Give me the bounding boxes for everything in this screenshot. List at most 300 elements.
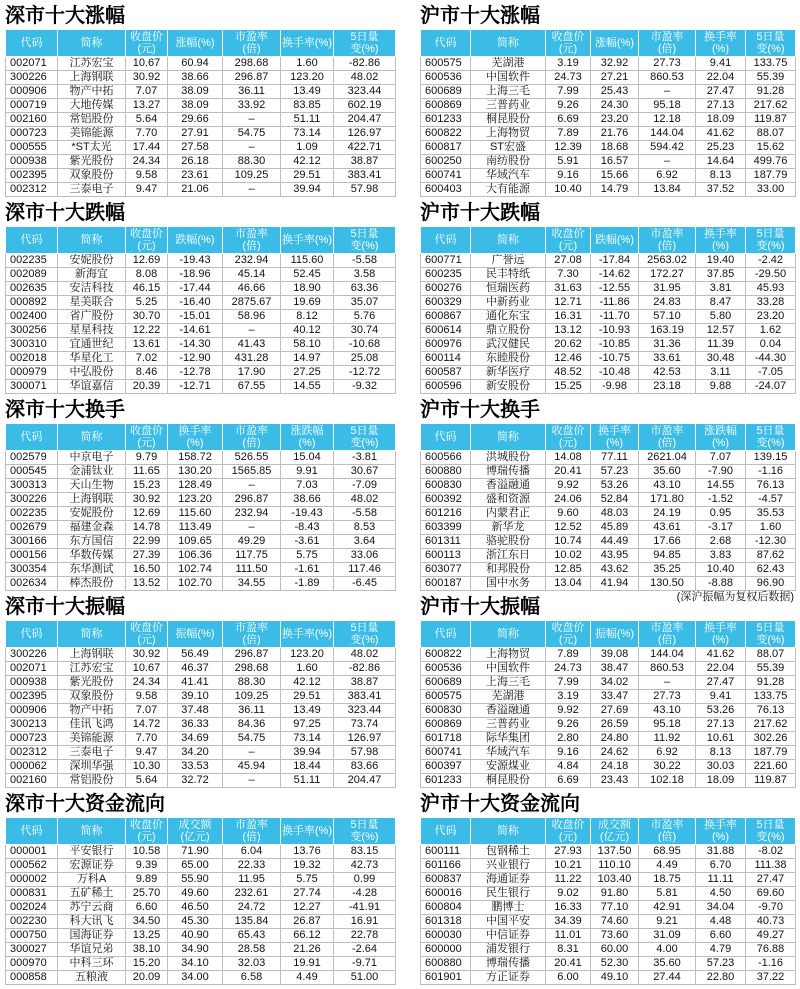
table-row: [421, 57, 796, 71]
sz-top-gainers-table: [5, 29, 396, 197]
stock-name-cell: 中科三环: [58, 957, 126, 971]
stock-name-header: 简称: [58, 30, 126, 57]
close-price-cell: 9.47: [126, 183, 168, 197]
decline-pct-cell: -19.43: [168, 254, 223, 268]
turnover-rate-header: 换手率(%): [696, 621, 746, 648]
table-row: [421, 493, 796, 507]
close-price-cell: 6.69: [546, 774, 591, 788]
close-price-cell: 12.85: [546, 563, 591, 577]
stock-name-cell: 星星科技: [58, 324, 126, 338]
stock-name-cell: 上海物贸: [471, 648, 546, 662]
pe-ratio-cell: 431.28: [223, 352, 281, 366]
stock-code-cell: 600575: [421, 57, 471, 71]
table-row: [6, 282, 396, 296]
table-row: [421, 324, 796, 338]
stock-code-cell: 600822: [421, 648, 471, 662]
turnover-rate-cell: 8.12: [281, 310, 334, 324]
sz-top-fund-flow-table: [5, 817, 396, 985]
pe-ratio-cell: 54.75: [223, 127, 281, 141]
trade-amount-cell: 52.30: [591, 957, 639, 971]
turnover-rate-cell: 13.49: [281, 85, 334, 99]
table-row: [6, 915, 396, 929]
change-pct-cell: 7.03: [281, 479, 334, 493]
stock-name-cell: 上海钢联: [58, 71, 126, 85]
stock-name-cell: 博瑞传播: [471, 957, 546, 971]
close-price-cell: 12.69: [126, 254, 168, 268]
pe-ratio-cell: –: [223, 774, 281, 788]
close-price-cell: 9.79: [126, 451, 168, 465]
close-price-header: 收盘价 (元): [126, 227, 168, 254]
stock-code-cell: 600187: [421, 577, 471, 591]
turnover-rate-cell: 41.62: [696, 127, 746, 141]
volume-change-5d-cell: -44.30: [746, 352, 796, 366]
header-row: [421, 621, 796, 648]
turnover-rate-cell: 14.97: [281, 352, 334, 366]
volume-change-5d-cell: -8.02: [746, 845, 796, 859]
turnover-rate-cell: 115.60: [281, 254, 334, 268]
stock-code-cell: 000906: [6, 704, 58, 718]
stock-code-cell: 600817: [421, 141, 471, 155]
table-row: [6, 310, 396, 324]
gain-pct-cell: 23.61: [168, 169, 223, 183]
change-pct-cell: 10.40: [696, 563, 746, 577]
pe-ratio-cell: 31.09: [639, 929, 696, 943]
table-row: [6, 873, 396, 887]
stock-code-cell: 600250: [421, 155, 471, 169]
stock-code-cell: 300310: [6, 338, 58, 352]
gain-pct-cell: 18.68: [591, 141, 639, 155]
volume-change-5d-cell: -4.28: [334, 887, 396, 901]
close-price-cell: 30.92: [126, 493, 168, 507]
change-pct-cell: 5.75: [281, 549, 334, 563]
volume-change-5d-cell: 1.62: [746, 324, 796, 338]
pe-ratio-cell: 296.87: [223, 493, 281, 507]
volume-change-5d-cell: 62.43: [746, 563, 796, 577]
volume-change-5d-cell: 23.20: [746, 310, 796, 324]
turnover-rate-cell: 41.62: [696, 648, 746, 662]
pe-ratio-cell: –: [639, 85, 696, 99]
stock-name-cell: 紫光股份: [58, 676, 126, 690]
table-row: [6, 113, 396, 127]
pe-ratio-header: 市盈率 (倍): [639, 818, 696, 845]
close-price-cell: 15.20: [126, 957, 168, 971]
volume-change-5d-cell: 139.15: [746, 451, 796, 465]
volume-change-5d-cell: -41.91: [334, 901, 396, 915]
amplitude-pct-cell: 36.33: [168, 718, 223, 732]
trade-amount-cell: 137.50: [591, 845, 639, 859]
sh-top-fund-flow-table: [420, 817, 796, 985]
pe-ratio-cell: 526.55: [223, 451, 281, 465]
decline-pct-cell: -15.01: [168, 310, 223, 324]
stock-name-cell: 浦发银行: [471, 943, 546, 957]
amplitude-pct-cell: 24.18: [591, 760, 639, 774]
pe-ratio-cell: 144.04: [639, 127, 696, 141]
volume-change-5d-cell: 133.75: [746, 57, 796, 71]
stock-code-cell: 000719: [6, 99, 58, 113]
turnover-rate-cell: 18.09: [696, 113, 746, 127]
volume-change-5d-cell: 51.00: [334, 971, 396, 985]
turnover-rate-cell: 51.11: [281, 113, 334, 127]
stock-name-cell: 芜湖港: [471, 690, 546, 704]
stock-name-cell: *ST太光: [58, 141, 126, 155]
stock-name-cell: 华数传媒: [58, 549, 126, 563]
pe-ratio-cell: 6.58: [223, 971, 281, 985]
stock-code-cell: 600016: [421, 887, 471, 901]
table-row: [421, 901, 796, 915]
section-title: 深市十大振幅: [5, 594, 125, 618]
turnover-rate-cell: 12.57: [696, 324, 746, 338]
close-price-header: 收盘价 (元): [546, 818, 591, 845]
change-pct-cell: -1.89: [281, 577, 334, 591]
close-price-header: 收盘价 (元): [126, 424, 168, 451]
table-row: [6, 465, 396, 479]
table-row: [421, 887, 796, 901]
pe-ratio-cell: 111.50: [223, 563, 281, 577]
stock-name-cell: 上海钢联: [58, 493, 126, 507]
stock-code-header: 代码: [421, 227, 471, 254]
turnover-rate-cell: 42.12: [281, 155, 334, 169]
stock-name-cell: 常铝股份: [58, 774, 126, 788]
close-price-cell: 7.89: [546, 648, 591, 662]
table-row: [6, 155, 396, 169]
stock-code-cell: 002160: [6, 113, 58, 127]
close-price-cell: 9.92: [546, 704, 591, 718]
turnover-rate-cell: 115.60: [168, 507, 223, 521]
stock-code-cell: 000156: [6, 549, 58, 563]
stock-code-cell: 002024: [6, 901, 58, 915]
turnover-rate-cell: 12.27: [281, 901, 334, 915]
table-row: [6, 352, 396, 366]
trade-amount-cell: 40.90: [168, 929, 223, 943]
gain-pct-cell: 27.91: [168, 127, 223, 141]
table-row: [6, 338, 396, 352]
close-price-cell: 13.61: [126, 338, 168, 352]
close-price-cell: 8.31: [546, 943, 591, 957]
stock-name-cell: 物产中拓: [58, 85, 126, 99]
turnover-rate-cell: 102.70: [168, 577, 223, 591]
close-price-cell: 12.71: [546, 296, 591, 310]
gain-pct-cell: 60.94: [168, 57, 223, 71]
turnover-rate-cell: 1.60: [281, 662, 334, 676]
close-price-cell: 13.27: [126, 99, 168, 113]
stock-name-cell: 通化东宝: [471, 310, 546, 324]
decline-pct-cell: -12.78: [168, 366, 223, 380]
close-price-cell: 9.16: [546, 169, 591, 183]
sz-top-losers-table: [5, 226, 396, 394]
stock-code-cell: 601216: [421, 507, 471, 521]
turnover-rate-cell: 27.25: [281, 366, 334, 380]
table-row: [421, 746, 796, 760]
close-price-cell: 3.19: [546, 57, 591, 71]
table-row: [421, 648, 796, 662]
pe-ratio-cell: 232.61: [223, 887, 281, 901]
volume-change-5d-cell: 323.44: [334, 704, 396, 718]
volume-change-5d-cell: 126.97: [334, 127, 396, 141]
volume-change-5d-cell: 383.41: [334, 169, 396, 183]
volume-change-5d-cell: 87.62: [746, 549, 796, 563]
volume-change-5d-cell: -3.81: [334, 451, 396, 465]
pe-ratio-cell: 67.55: [223, 380, 281, 394]
trade-amount-cell: 55.90: [168, 873, 223, 887]
pe-ratio-cell: 36.11: [223, 85, 281, 99]
stock-code-cell: 300256: [6, 324, 58, 338]
stock-code-cell: 601318: [421, 915, 471, 929]
volume-change-5d-cell: -82.86: [334, 57, 396, 71]
pe-ratio-cell: –: [639, 676, 696, 690]
stock-code-cell: 000555: [6, 141, 58, 155]
stock-name-header: 简称: [471, 621, 546, 648]
turnover-rate-cell: 4.50: [696, 887, 746, 901]
close-price-cell: 5.64: [126, 113, 168, 127]
volume-change-5d-cell: 217.62: [746, 99, 796, 113]
close-price-cell: 5.91: [546, 155, 591, 169]
table-row: [421, 732, 796, 746]
turnover-rate-cell: 123.20: [281, 648, 334, 662]
stock-code-cell: 600536: [421, 71, 471, 85]
volume-change-5d-header: 5日量 变(%): [746, 30, 796, 57]
stock-code-cell: 000001: [6, 845, 58, 859]
pe-ratio-cell: –: [223, 183, 281, 197]
close-price-cell: 7.07: [126, 704, 168, 718]
pe-ratio-cell: 84.36: [223, 718, 281, 732]
amplitude-pct-cell: 46.37: [168, 662, 223, 676]
stock-code-cell: 002395: [6, 169, 58, 183]
stock-name-cell: 桐昆股份: [471, 774, 546, 788]
shenzhen-column: [5, 3, 395, 988]
pe-ratio-cell: 163.19: [639, 324, 696, 338]
close-price-cell: 6.00: [546, 971, 591, 985]
volume-change-5d-cell: 83.15: [334, 845, 396, 859]
stock-code-cell: 600822: [421, 127, 471, 141]
sz-top-gainers-section: [5, 3, 395, 200]
stock-name-cell: 三泰电子: [58, 746, 126, 760]
table-row: [6, 845, 396, 859]
pe-ratio-cell: 296.87: [223, 71, 281, 85]
stock-name-cell: 常铝股份: [58, 113, 126, 127]
stock-name-cell: 鹏博士: [471, 901, 546, 915]
gain-pct-cell: 32.92: [591, 57, 639, 71]
stock-name-cell: 中国平安: [471, 915, 546, 929]
stock-code-cell: 002579: [6, 451, 58, 465]
pe-ratio-cell: 2563.02: [639, 254, 696, 268]
stock-name-cell: 大有能源: [471, 183, 546, 197]
turnover-rate-cell: 37.52: [696, 183, 746, 197]
stock-code-cell: 603077: [421, 563, 471, 577]
table-row: [6, 57, 396, 71]
stock-code-cell: 002160: [6, 774, 58, 788]
turnover-rate-cell: 39.94: [281, 183, 334, 197]
turnover-rate-cell: 42.12: [281, 676, 334, 690]
pe-ratio-header: 市盈率 (倍): [639, 621, 696, 648]
close-price-cell: 7.99: [546, 85, 591, 99]
pe-ratio-cell: 172.27: [639, 268, 696, 282]
stock-name-cell: 南纺股份: [471, 155, 546, 169]
stock-name-cell: 中信证券: [471, 929, 546, 943]
change-pct-cell: 0.95: [696, 507, 746, 521]
decline-pct-cell: -18.96: [168, 268, 223, 282]
turnover-rate-cell: 1.09: [281, 141, 334, 155]
volume-change-5d-cell: 204.47: [334, 113, 396, 127]
pe-ratio-cell: 298.68: [223, 57, 281, 71]
decline-pct-header: 跌幅(%): [591, 227, 639, 254]
close-price-cell: 17.44: [126, 141, 168, 155]
stock-name-cell: 新海宜: [58, 268, 126, 282]
stock-name-cell: 香溢融通: [471, 704, 546, 718]
stock-code-cell: 002395: [6, 690, 58, 704]
stock-code-header: 代码: [6, 818, 58, 845]
stock-code-cell: 600566: [421, 451, 471, 465]
volume-change-5d-cell: -9.32: [334, 380, 396, 394]
volume-change-5d-header: 5日量 变(%): [334, 424, 396, 451]
close-price-cell: 34.39: [546, 915, 591, 929]
stock-name-cell: 江苏宏宝: [58, 662, 126, 676]
volume-change-5d-cell: -10.68: [334, 338, 396, 352]
turnover-rate-cell: 19.91: [281, 957, 334, 971]
sh-top-amplitude-table: [420, 620, 796, 788]
close-price-cell: 7.89: [546, 127, 591, 141]
turnover-rate-cell: 130.20: [168, 465, 223, 479]
stock-name-header: 简称: [58, 227, 126, 254]
turnover-rate-cell: 4.49: [281, 971, 334, 985]
stock-name-cell: 中京电子: [58, 451, 126, 465]
stock-code-cell: 000545: [6, 465, 58, 479]
pe-ratio-cell: 2621.04: [639, 451, 696, 465]
turnover-rate-cell: 48.03: [591, 507, 639, 521]
close-price-cell: 10.67: [126, 662, 168, 676]
stock-name-cell: 华域汽车: [471, 746, 546, 760]
stock-code-cell: 000938: [6, 155, 58, 169]
stock-name-cell: 五粮液: [58, 971, 126, 985]
stock-code-cell: 300166: [6, 535, 58, 549]
table-row: [6, 887, 396, 901]
decline-pct-cell: -14.61: [168, 324, 223, 338]
close-price-header: 收盘价 (元): [126, 818, 168, 845]
table-row: [421, 521, 796, 535]
close-price-cell: 9.26: [546, 99, 591, 113]
close-price-cell: 16.33: [546, 901, 591, 915]
volume-change-5d-cell: 33.28: [746, 296, 796, 310]
close-price-cell: 13.12: [546, 324, 591, 338]
table-row: [6, 268, 396, 282]
trade-amount-cell: 65.00: [168, 859, 223, 873]
pe-ratio-cell: 171.80: [639, 493, 696, 507]
table-row: [6, 183, 396, 197]
close-price-cell: 9.58: [126, 169, 168, 183]
stock-name-cell: 洪城股份: [471, 451, 546, 465]
volume-change-5d-cell: 88.07: [746, 648, 796, 662]
pe-ratio-cell: 43.10: [639, 479, 696, 493]
table-row: [6, 169, 396, 183]
trade-amount-cell: 60.00: [591, 943, 639, 957]
table-row: [421, 380, 796, 394]
stock-name-cell: 民丰特纸: [471, 268, 546, 282]
pe-ratio-cell: 6.92: [639, 746, 696, 760]
stock-code-cell: 600235: [421, 268, 471, 282]
gain-pct-header: 涨幅(%): [591, 30, 639, 57]
volume-change-5d-cell: 8.53: [334, 521, 396, 535]
pe-ratio-cell: 94.85: [639, 549, 696, 563]
stock-name-cell: 桐昆股份: [471, 113, 546, 127]
stock-code-cell: 000938: [6, 676, 58, 690]
amplitude-pct-cell: 32.72: [168, 774, 223, 788]
table-row: [421, 296, 796, 310]
table-row: [421, 915, 796, 929]
pe-ratio-header: 市盈率 (倍): [639, 424, 696, 451]
stock-code-cell: 600587: [421, 366, 471, 380]
table-row: [421, 451, 796, 465]
close-price-cell: 30.92: [126, 71, 168, 85]
stock-code-cell: 000979: [6, 366, 58, 380]
amplitude-pct-cell: 39.10: [168, 690, 223, 704]
close-price-cell: 7.30: [546, 268, 591, 282]
stock-code-cell: 600867: [421, 310, 471, 324]
volume-change-5d-header: 5日量 变(%): [334, 621, 396, 648]
turnover-rate-cell: 109.65: [168, 535, 223, 549]
stock-code-cell: 600741: [421, 746, 471, 760]
change-pct-cell: 9.91: [281, 465, 334, 479]
gain-pct-cell: 25.43: [591, 85, 639, 99]
table-row: [6, 380, 396, 394]
turnover-rate-cell: 19.69: [281, 296, 334, 310]
pe-ratio-cell: 4.00: [639, 943, 696, 957]
stock-name-header: 简称: [58, 818, 126, 845]
table-row: [421, 929, 796, 943]
change-pct-cell: -8.43: [281, 521, 334, 535]
close-price-cell: 10.58: [126, 845, 168, 859]
trade-amount-cell: 91.80: [591, 887, 639, 901]
stock-code-cell: 600596: [421, 380, 471, 394]
sz-top-turnover-section: [5, 397, 395, 594]
volume-change-5d-header: 5日量 变(%): [746, 227, 796, 254]
table-row: [6, 366, 396, 380]
table-row: [421, 127, 796, 141]
amplitude-pct-cell: 38.47: [591, 662, 639, 676]
gain-pct-cell: 21.06: [168, 183, 223, 197]
turnover-rate-cell: 6.70: [696, 859, 746, 873]
pe-ratio-cell: 57.10: [639, 310, 696, 324]
close-price-cell: 27.39: [126, 549, 168, 563]
table-row: [421, 141, 796, 155]
turnover-rate-cell: 83.85: [281, 99, 334, 113]
close-price-cell: 3.19: [546, 690, 591, 704]
adjusted-data-note: (深沪振幅为复权后数据): [676, 591, 794, 603]
stock-name-cell: 东华测试: [58, 563, 126, 577]
stock-code-header: 代码: [6, 30, 58, 57]
table-row: [421, 113, 796, 127]
turnover-rate-cell: 14.64: [696, 155, 746, 169]
stock-name-cell: 上海钢联: [58, 648, 126, 662]
stock-name-cell: 双象股份: [58, 169, 126, 183]
turnover-rate-cell: 29.51: [281, 169, 334, 183]
table-row: [421, 352, 796, 366]
gain-pct-cell: 23.20: [591, 113, 639, 127]
turnover-rate-cell: 13.76: [281, 845, 334, 859]
turnover-rate-cell: 27.74: [281, 887, 334, 901]
volume-change-5d-cell: -9.70: [746, 901, 796, 915]
volume-change-5d-cell: 302.26: [746, 732, 796, 746]
volume-change-5d-cell: 55.39: [746, 71, 796, 85]
gain-pct-cell: 21.76: [591, 127, 639, 141]
volume-change-5d-cell: 187.79: [746, 746, 796, 760]
close-price-cell: 9.58: [126, 690, 168, 704]
table-row: [6, 648, 396, 662]
table-row: [6, 521, 396, 535]
close-price-cell: 6.60: [126, 901, 168, 915]
decline-pct-header: 跌幅(%): [168, 227, 223, 254]
volume-change-5d-cell: 3.64: [334, 535, 396, 549]
pe-ratio-cell: 41.43: [223, 338, 281, 352]
turnover-rate-cell: 8.47: [696, 296, 746, 310]
